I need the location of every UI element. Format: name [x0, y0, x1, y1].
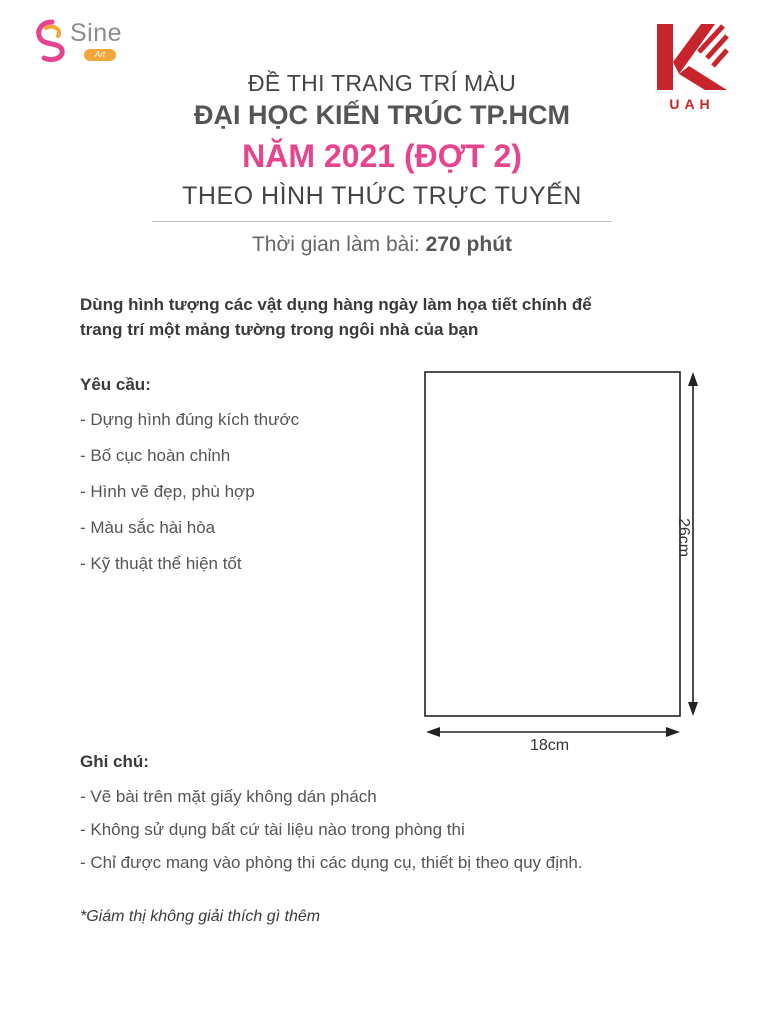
width-label: 18cm	[530, 737, 570, 754]
exam-format: THEO HÌNH THỨC TRỰC TUYẾN	[182, 182, 582, 210]
height-label: 26cm	[675, 518, 692, 558]
prompt-line: trang trí một mảng tường trong ngôi nhà của bạn	[80, 320, 479, 339]
exam-duration	[0, 233, 764, 257]
paper-rectangle	[425, 372, 680, 716]
exam-year: NĂM 2021 (ĐỢT 2)	[242, 138, 522, 174]
footnote: *Giám thị không giải thích gì thêm	[80, 908, 321, 925]
note-item: - Không sử dụng bất cứ tài liệu nào trong phòng thi	[80, 820, 465, 839]
arrow-up-icon	[688, 372, 698, 386]
requirement-item: - Dựng hình đúng kích thước	[80, 410, 300, 429]
duration-label: Thời gian làm bài:	[251, 233, 420, 256]
exam-prompt	[80, 292, 700, 342]
notes-heading: Ghi chú:	[80, 752, 149, 771]
note-item: - Chỉ được mang vào phòng thi các dụng cụ, thiết bị theo quy định.	[80, 853, 583, 872]
arrow-down-icon	[688, 702, 698, 716]
sine-art-badge: Art	[84, 49, 116, 61]
duration-value: 270 phút	[425, 233, 513, 256]
university-name: ĐẠI HỌC KIẾN TRÚC TP.HCM	[193, 100, 570, 130]
exam-title: ĐỀ THI TRANG TRÍ MÀU	[248, 70, 516, 96]
paper-size-diagram	[418, 364, 724, 760]
requirements-heading: Yêu cầu:	[80, 375, 151, 394]
title-divider	[152, 221, 612, 222]
note-item: - Vẽ bài trên mặt giấy không dán phách	[80, 787, 377, 806]
arrow-left-icon	[426, 727, 440, 737]
uah-text: UAH	[669, 96, 715, 112]
requirement-item: - Bố cục hoàn chỉnh	[80, 446, 231, 465]
requirement-item: - Kỹ thuật thể hiện tốt	[80, 554, 242, 573]
sine-brand-text: Sine	[70, 19, 123, 47]
arrow-right-icon	[666, 727, 680, 737]
prompt-line: Dùng hình tượng các vật dụng hàng ngày làm họa tiết chính để	[80, 295, 592, 314]
requirement-item: - Hình vẽ đẹp, phù hợp	[80, 482, 255, 501]
sine-swirl-icon	[32, 16, 72, 64]
requirement-item: - Màu sắc hài hòa	[80, 518, 216, 537]
